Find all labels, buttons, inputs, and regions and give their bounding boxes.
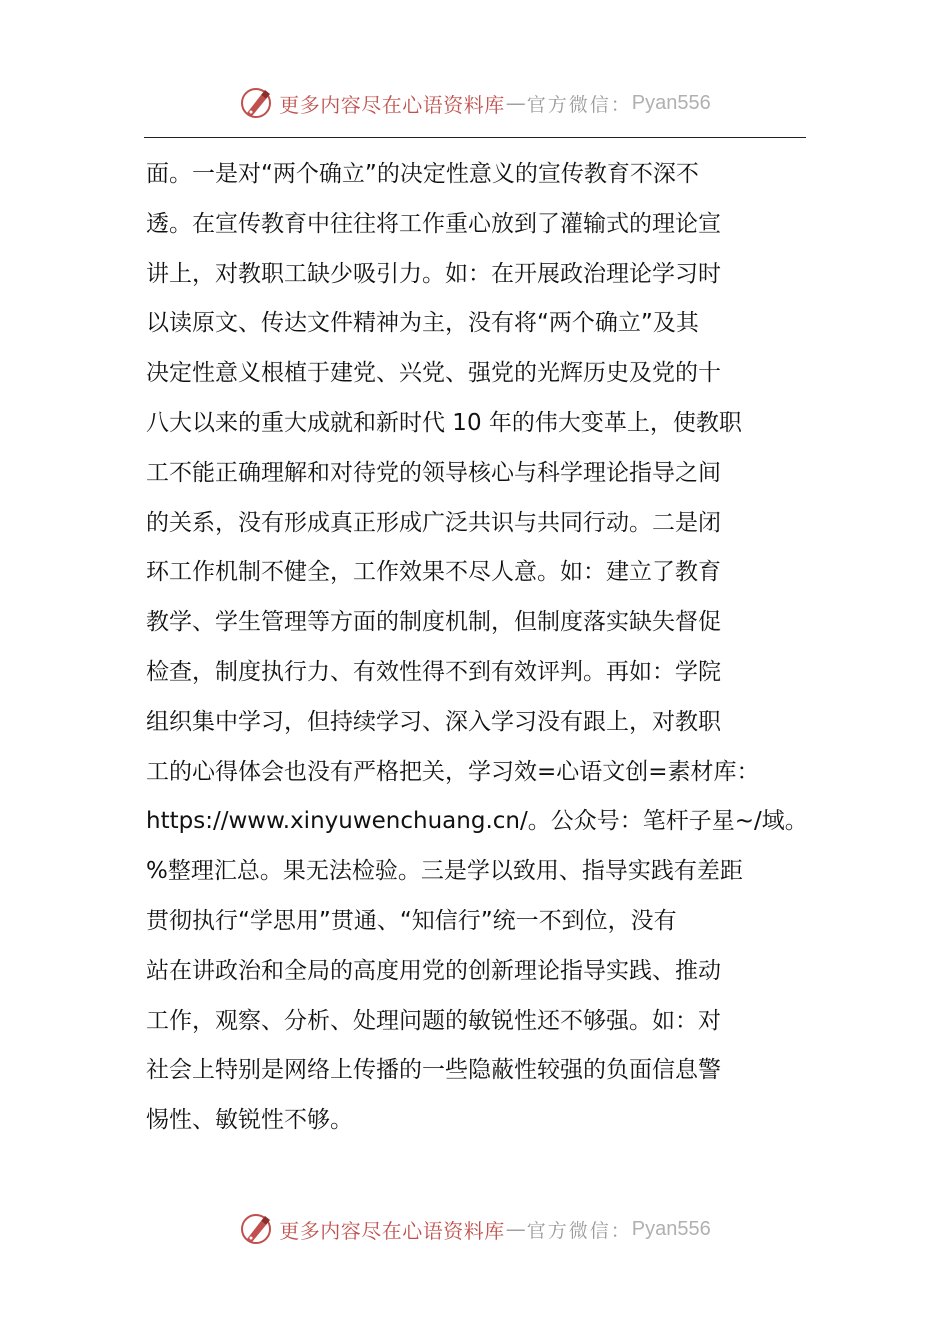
header-site-text: 更多内容尽在心语资料库 <box>279 92 505 117</box>
body-line: %整理汇总。果无法检验。三是学以致用、指导实践有差距 <box>146 858 743 885</box>
body-line: https://www.xinyuwenchuang.cn/。公众号：笔杆子星~/域。 <box>146 808 808 835</box>
body-line: 工不能正确理解和对待党的领导核心与科学理论指导之间 <box>146 459 721 486</box>
body-line: 透。在宣传教育中往往将工作重心放到了灌输式的理论宣 <box>146 210 721 237</box>
body-line: 八大以来的重大成就和新时代 10 年的伟大变革上，使教职 <box>146 409 742 436</box>
footer-wechat-id: Pyan556 <box>631 1217 711 1240</box>
header-wechat-label: 官方微信： <box>526 93 632 116</box>
body-line: 讲上，对教职工缺少吸引力。如：在开展政治理论学习时 <box>146 260 721 287</box>
body-line: 社会上特别是网络上传播的一些隐蔽性较强的负面信息警 <box>146 1057 721 1084</box>
body-line: 面。一是对“两个确立”的决定性意义的宣传教育不深不 <box>146 161 699 187</box>
footer-dash: — <box>505 1217 526 1241</box>
pen-logo-icon <box>239 85 275 121</box>
header-dash: — <box>505 91 526 115</box>
body-line: 站在讲政治和全局的高度用党的创新理论指导实践、推动 <box>146 957 721 984</box>
body-line: 以读原文、传达文件精神为主，没有将“两个确立”及其 <box>146 310 699 337</box>
body-line: 惕性、敏锐性不够。 <box>146 1107 353 1134</box>
footer-banner <box>0 1209 950 1249</box>
body-line: 检查，制度执行力、有效性得不到有效评判。再如：学院 <box>146 658 721 685</box>
header-banner <box>0 83 950 123</box>
header-wechat-id: Pyan556 <box>631 91 711 114</box>
body-line: 环工作机制不健全，工作效果不尽人意。如：建立了教育 <box>146 559 721 586</box>
header-divider <box>144 137 806 138</box>
pen-logo-icon <box>239 1211 275 1247</box>
body-line: 教学、学生管理等方面的制度机制，但制度落实缺失督促 <box>146 609 721 636</box>
body-line: 的关系，没有形成真正形成广泛共识与共同行动。二是闭 <box>146 509 721 536</box>
footer-site-text: 更多内容尽在心语资料库 <box>279 1218 505 1243</box>
body-line: 决定性意义根植于建党、兴党、强党的光辉历史及党的十 <box>146 360 721 387</box>
document-body <box>146 150 808 1146</box>
body-line: 贯彻执行“学思用”贯通、“知信行”统一不到位，没有 <box>146 907 677 934</box>
body-line: 组织集中学习，但持续学习、深入学习没有跟上，对教职 <box>146 708 721 735</box>
body-line: 工的心得体会也没有严格把关，学习效=心语文创=素材库： <box>146 758 760 785</box>
footer-wechat-label: 官方微信： <box>526 1219 632 1242</box>
body-line: 工作，观察、分析、处理问题的敏锐性还不够强。如：对 <box>146 1007 721 1034</box>
